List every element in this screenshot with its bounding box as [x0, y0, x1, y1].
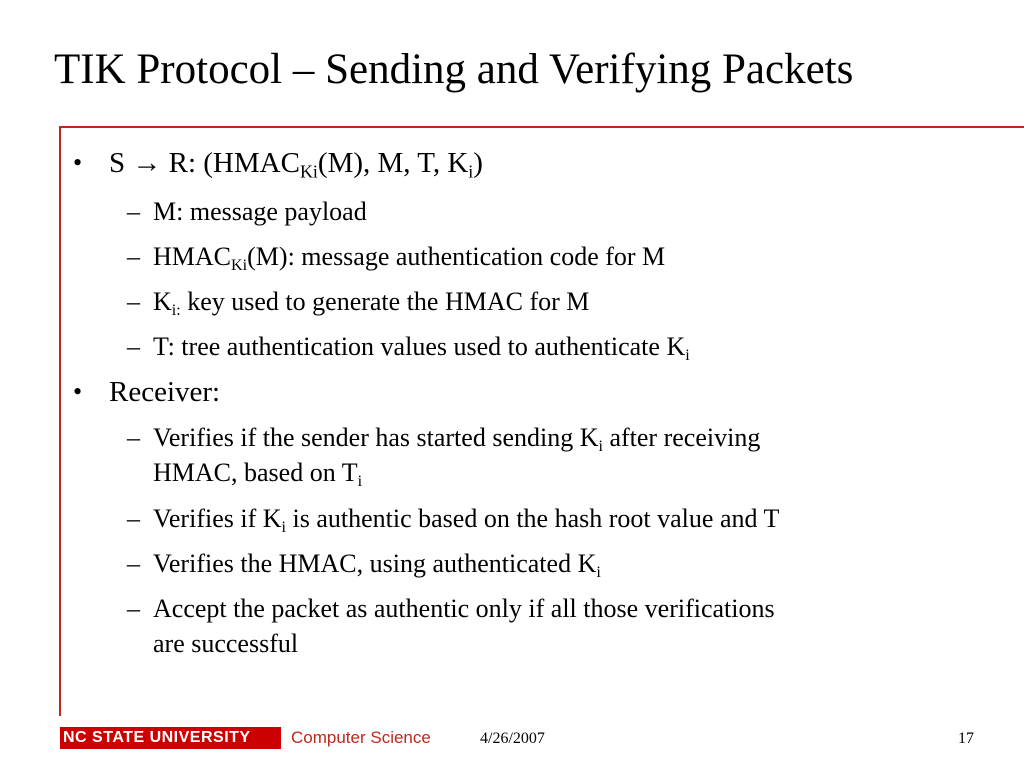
dash-marker: – [127, 332, 140, 361]
department-name: Computer Science [291, 728, 431, 747]
bullet-marker: • [73, 148, 83, 177]
dash-marker: – [127, 287, 140, 316]
sub-bullet-text: Verifies if $K_i$ is authentic based on the hash root value and T [153, 504, 780, 536]
sub-bullet-text: M: message payload [153, 197, 367, 226]
dash-marker: – [127, 423, 140, 452]
dash-marker: – [127, 197, 140, 226]
bullet-text: Receiver: [109, 376, 221, 408]
dash-marker: – [127, 242, 140, 271]
dash-marker: – [127, 549, 140, 578]
sub-bullet-text: $K_{i:}$ key used to generate the HMAC for M [153, 287, 590, 319]
accent-horizontal-line [61, 126, 1024, 128]
sub-bullet-text: T: tree authentication values used to authenticate $K_i$ [153, 332, 690, 364]
dash-marker: – [127, 504, 140, 533]
bullet-marker: • [73, 377, 83, 406]
sub-bullet-text: HMAC, based on $T_i$ [153, 458, 363, 490]
university-logo [60, 727, 431, 749]
dash-marker: – [127, 594, 140, 623]
sub-bullet-text: Accept the packet as authentic only if all those verifications [153, 594, 775, 623]
sub-bullet-text: $HMAC_{Ki}(M)$: message authentication code for M [153, 242, 666, 274]
bullet-text: S → R: ($HMAC_{Ki}(M)$, M, T, $K_i$) [109, 147, 483, 182]
sub-bullet-text: are successful [153, 629, 299, 658]
slide-title: TIK Protocol – Sending and Verifying Packets [54, 46, 854, 93]
page-number: 17 [958, 730, 974, 747]
slide-date: 4/26/2007 [480, 730, 545, 747]
sub-bullet-text: Verifies the HMAC, using authenticated $K_i$ [153, 549, 601, 581]
sub-bullet-text: Verifies if the sender has started sending $K_i$ after receiving [153, 423, 761, 455]
accent-vertical-line [59, 126, 61, 716]
university-wordmark: NC STATE UNIVERSITY [60, 727, 281, 749]
